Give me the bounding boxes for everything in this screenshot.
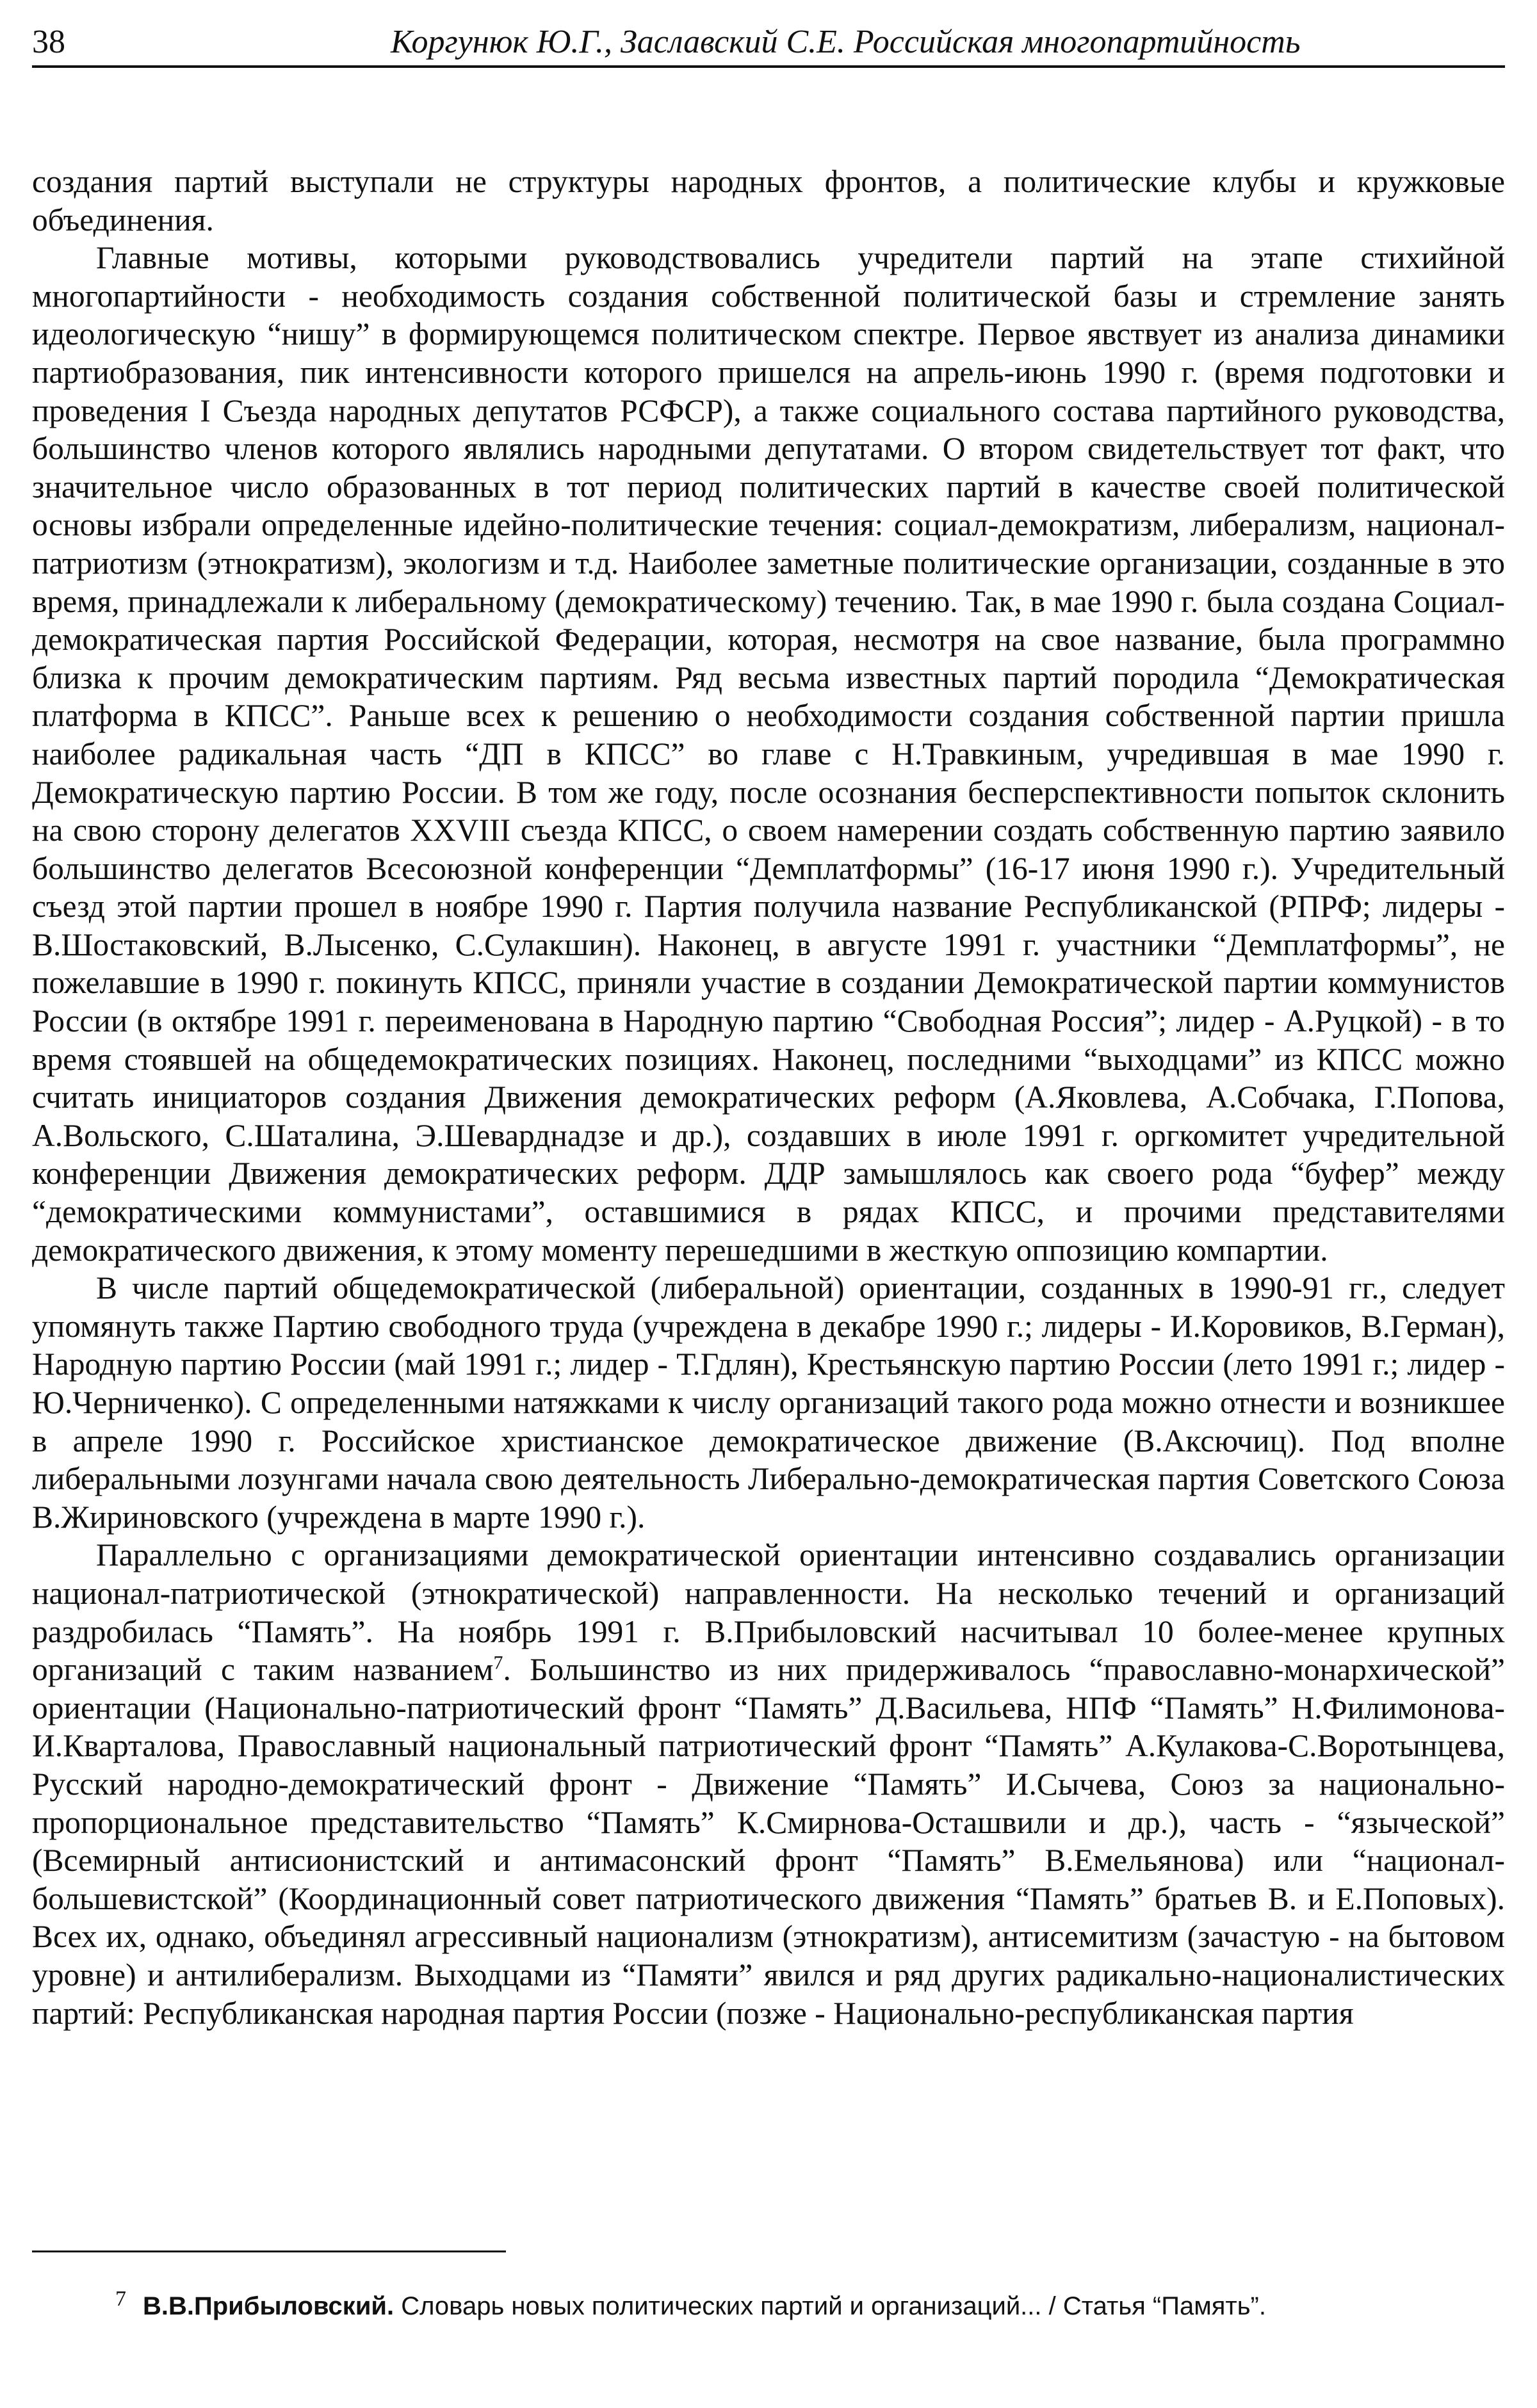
paragraph-text-part-1: Параллельно с организациями демократической ориентации интенсивно создавались организации национал-патриотической (этнократической) направленности. На несколько течений и организаций раздробилась “Память”. На ноябрь 1991 г. В.Прибыловский насчитывал 10 более-менее крупных организаций с таким названием — [32, 1537, 1505, 1688]
paragraph-text-part-2: . Большинство из них придерживалось “православно-монархической” ориентации (Национально-патриотический фронт “Память” Д.Васильева, НПФ “Память” Н.Филимонова-И.Кварталова, Православный национальный патриотический фронт “Память” А.Кулакова-С.Воротынцева, Русский народно-демократический фронт - Движение “Память” И.Сычева, Союз за национально-пропорциональное представительство “Память” К.Смирнова-Осташвили и др.), часть - “языческой” (Всемирный антисионистский и антимасонский фронт “Память” В.Емельянова) или “национал-большевистской” (Координационный совет патриотического движения “Память” братьев В. и Е.Поповых). Всех их, однако, объединял агрессивный национализм (этнократизм), антисемитизм (зачастую - на бытовом уровне) и антилиберализм. Выходцами из “Памяти” явился и ряд других радикально-националистических партий: Республиканская народная партия России (позже - Национально-республиканская партия — [32, 1652, 1505, 2031]
paragraph-liberal-parties: В числе партий общедемократической (либеральной) ориентации, созданных в 1990-91 гг., следует упомянуть также Партию свободного труда (учреждена в декабре 1990 г.; лидеры - И.Коровиков, В.Герман), Народную партию России (май 1991 г.; лидер - Т.Гдлян), Крестьянскую партию России (лето 1991 г.; лидер - Ю.Черниченко). С определенными натяжками к числу организаций такого рода можно отнести и возникшее в апреле 1990 г. Российское христианское демократическое движение (В.Аксючиц). Под вполне либеральными лозунгами начала свою деятельность Либерально-демократическая партия Советского Союза В.Жириновского (учреждена в марте 1990 г.). — [32, 1270, 1505, 1535]
footnote-text: Словарь новых политических партий и организаций... / Статья “Память”. — [394, 2292, 1266, 2320]
main-text — [32, 163, 1505, 2032]
paragraph-national-patriotic — [32, 1536, 1505, 2032]
paragraph-motives: Главные мотивы, которыми руководствовались учредители партий на этапе стихийной многопартийности - необходимость создания собственной политической базы и стремление занять идеологическую “нишу” в формирующемся политическом спектре. Первое явствует из анализа динамики партиобразования, пик интенсивности которого пришелся на апрель-июнь 1990 г. (время подготовки и проведения I Съезда народных депутатов РСФСР), а также социального состава партийного руководства, большинство членов которого являлись народными депутатами. О втором свидетельствует тот факт, что значительное число образованных в тот период политических партий в качестве своей политической основы избрали определенные идейно-политические течения: социал-демократизм, либерализм, национал-патриотизм (этнократизм), экологизм и т.д. Наиболее заметные политические организации, созданные в это время, принадлежали к либеральному (демократическому) течению. Так, в мае 1990 г. была создана Социал-демократическая партия Российской Федерации, которая, несмотря на свое название, была программно близка к прочим демократическим партиям. Ряд весьма известных партий породила “Демократическая платформа в КПСС”. Раньше всех к решению о необходимости создания собственной партии пришла наиболее радикальная часть “ДП в КПСС” во главе с Н.Травкиным, учредившая в мае 1990 г. Демократическую партию России. В том же году, после осознания бесперспективности попыток склонить на свою сторону делегатов XXVIII съезда КПСС, о своем намерении создать собственную партию заявило большинство делегатов Всесоюзной конференции “Демплатформы” (16-17 июня 1990 г.). Учредительный съезд этой партии прошел в ноябре 1990 г. Партия получила название Республиканской (РПРФ; лидеры - В.Шостаковский, В.Лысенко, С.Сулакшин). Наконец, в августе 1991 г. участники “Демплатформы”, не пожелавшие в 1990 г. покинуть КПСС, приняли участие в создании Демократической партии коммунистов России (в октябре 1991 г. переименована в Народную партию “Свободная Россия”; лидер - А.Руцкой) - в то время стоявшей на общедемократических позициях. Наконец, последними “выходцами” из КПСС можно считать инициаторов создания Движения демократических реформ (А.Яковлева, А.Собчака, Г.Попова, А.Вольского, С.Шаталина, Э.Шеварднадзе и др.), создавших в июле 1991 г. оргкомитет учредительной конференции Движения демократических реформ. ДДР замышлялось как своего рода “буфер” между “демократическими коммунистами”, оставшимися в рядах КПСС, и прочими представителями демократического движения, к этому моменту перешедшими в жесткую оппозицию компартии. — [32, 240, 1505, 1268]
footnote-number: 7 — [115, 2287, 126, 2311]
paragraph-continuation: создания партий выступали не структуры народных фронтов, а политические клубы и кружковые объединения. — [32, 164, 1505, 238]
running-title: Коргунюк Ю.Г., Заславский С.Е. Российская многопартийность — [391, 24, 1301, 60]
running-header — [32, 19, 1505, 68]
footnote-reference[interactable]: 7 — [493, 1652, 503, 1674]
footnote-divider — [32, 2250, 506, 2252]
footnote — [115, 2287, 1266, 2323]
page-number: 38 — [32, 24, 65, 60]
footnote-author: В.В.Прибыловский. — [143, 2292, 394, 2320]
book-page — [32, 19, 1505, 2388]
